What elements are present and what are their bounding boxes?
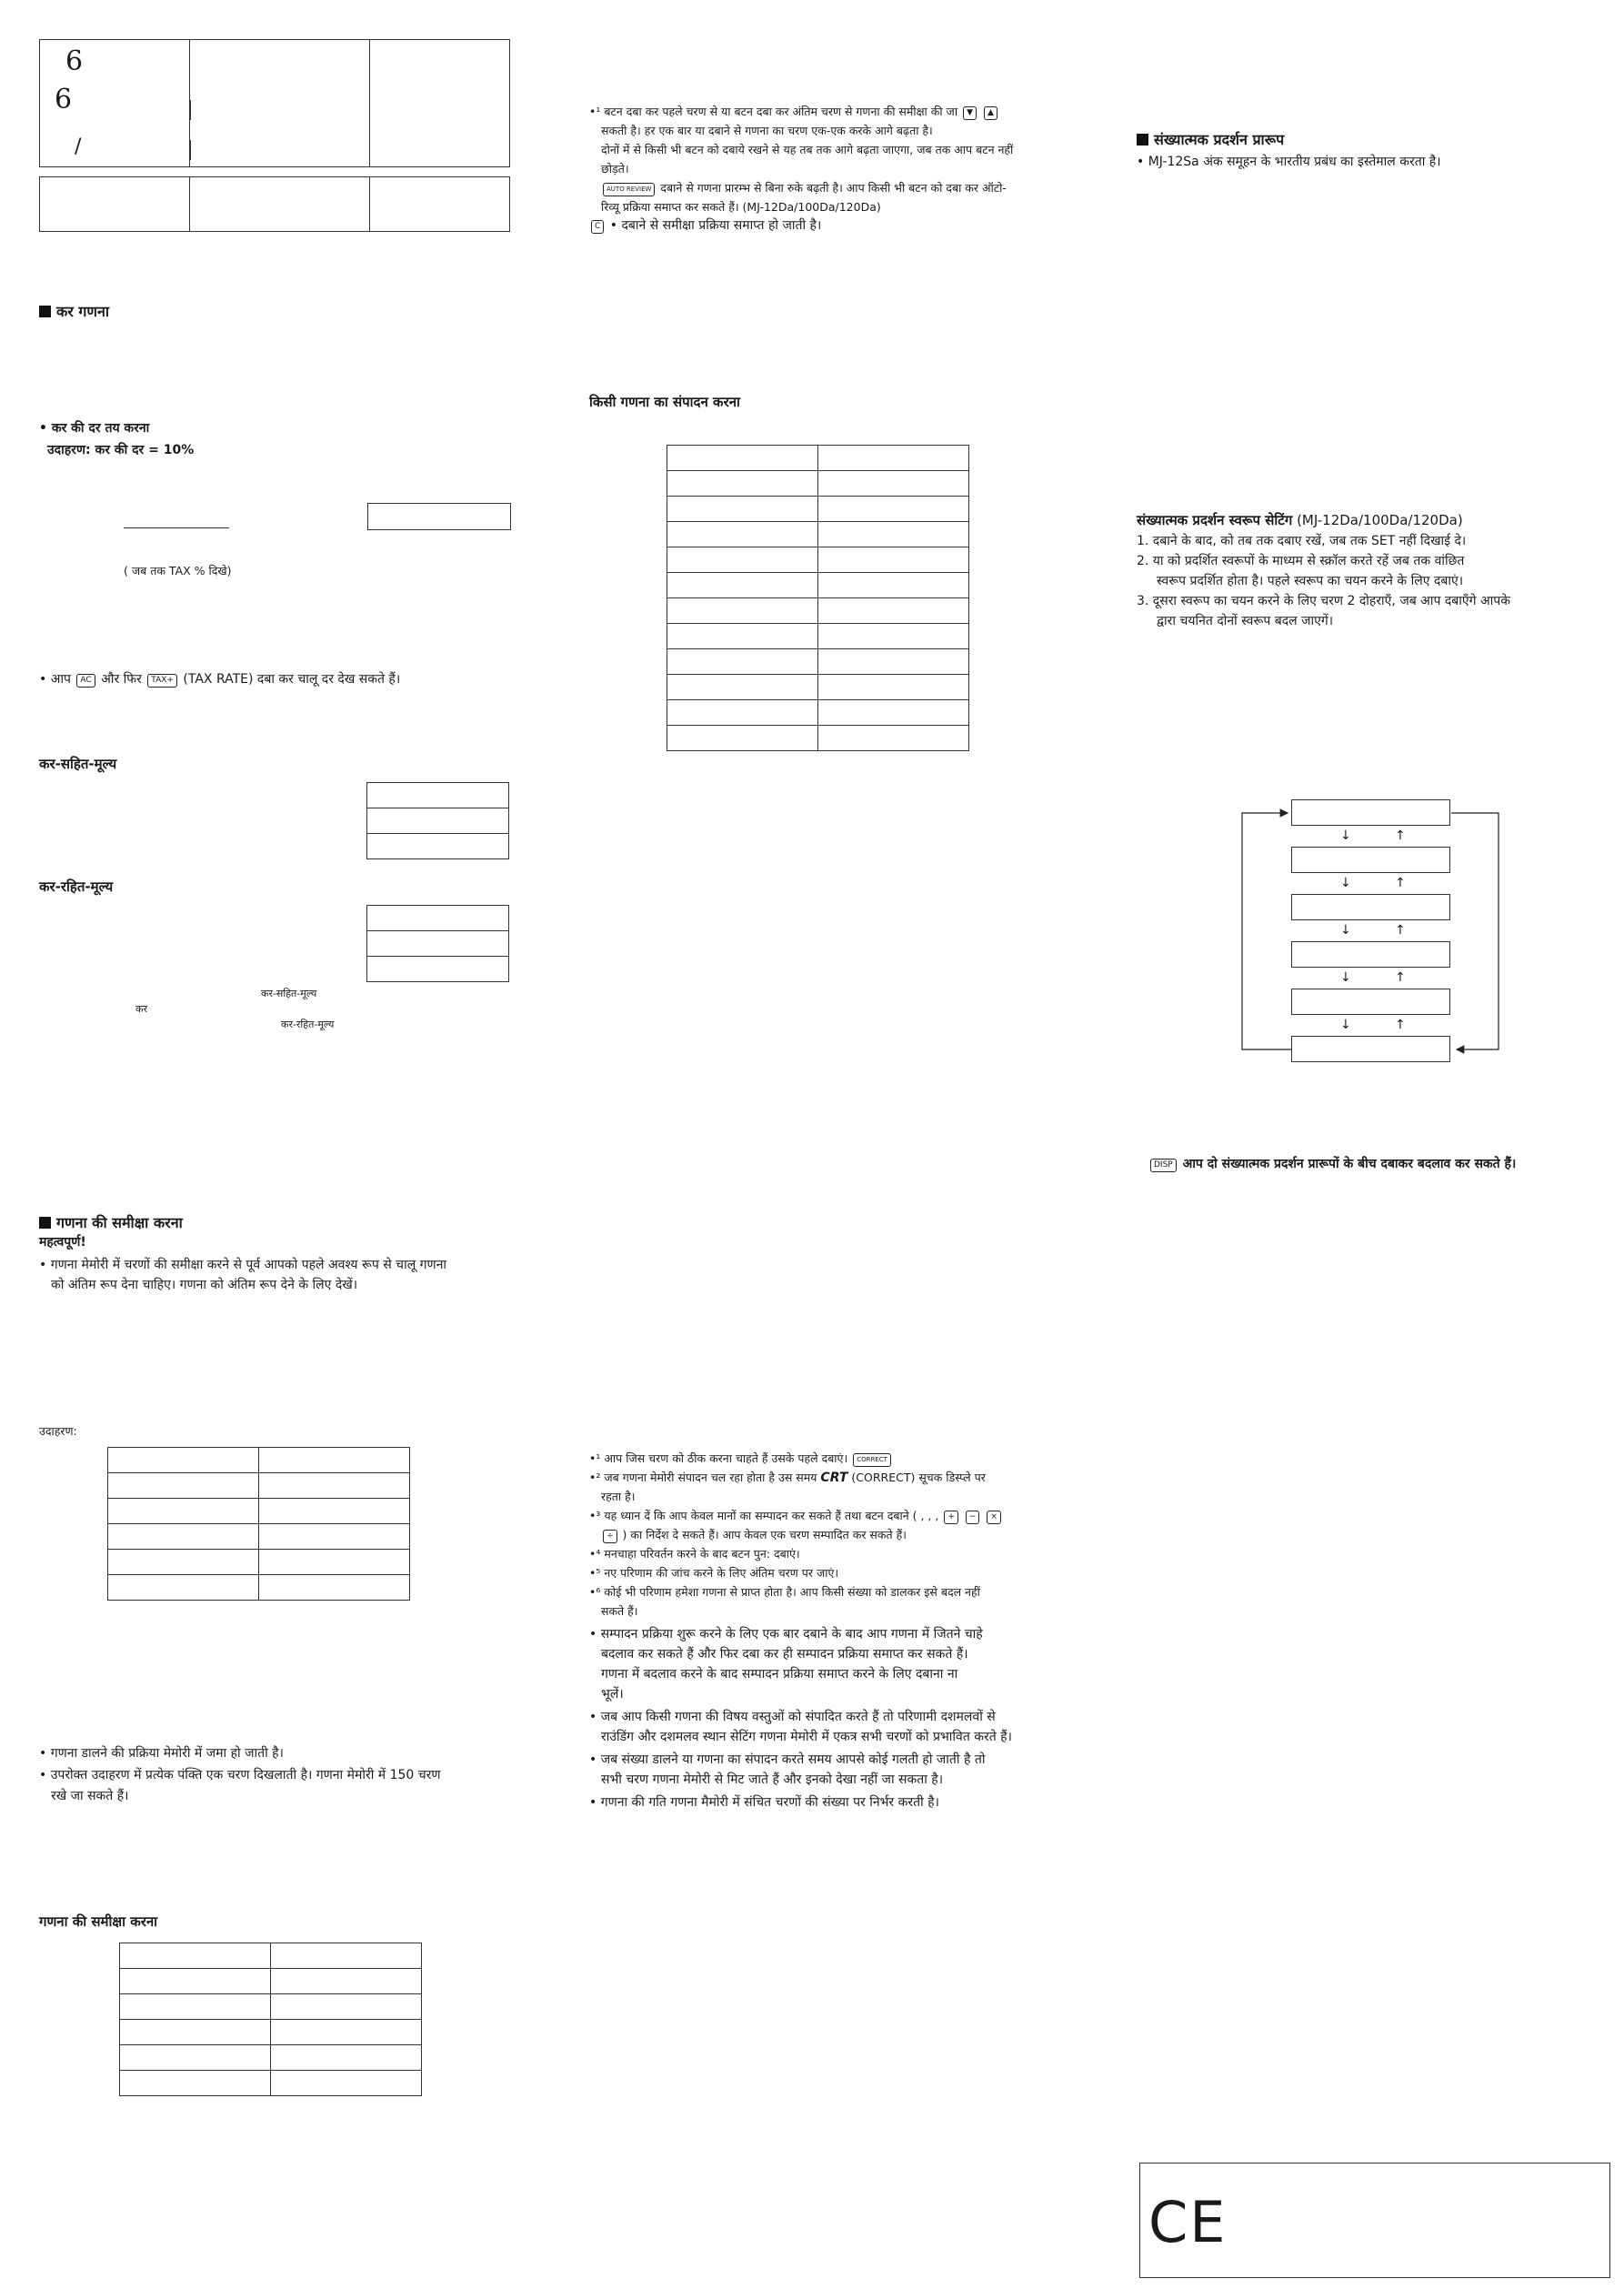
up-arrow-icon: ↑ — [1395, 828, 1406, 843]
price-without-tax-display — [366, 905, 509, 982]
edit-bullet: बदलाव कर सकते हैं और फिर दबा कर ही सम्पादन प्रक्रिया समाप्त कर सकते हैं। — [601, 1647, 968, 1662]
square-bullet-icon — [39, 1217, 51, 1229]
edit-footnote: सकते हैं। — [601, 1604, 638, 1618]
auto-review-key-icon: AUTO REVIEW — [603, 183, 655, 196]
edit-footnote: रहता है। — [601, 1490, 636, 1503]
square-bullet-icon — [1137, 134, 1148, 146]
display-segment — [189, 100, 191, 120]
setting-step-3: द्वारा चयनित दोनों स्वरूप बदल जाएगें। — [1157, 614, 1334, 628]
setting-heading: संख्यात्मक प्रदर्शन स्वरूप सेटिंग (MJ-12Da/100Da/120Da) — [1137, 512, 1463, 528]
price-with-tax-heading: कर-सहित-मूल्य — [39, 756, 117, 772]
memory-note: रखे जा सकते हैं। — [51, 1789, 129, 1803]
setting-step-3: 3. दूसरा स्वरूप का चयन करने के लिए चरण 2 दोहराएँ, जब आप दबाएँगे आपके — [1137, 594, 1511, 608]
tax-heading: कर गणना — [39, 301, 109, 321]
edit-table — [667, 445, 969, 751]
footnote-1: सकती है। हर एक बार या दबाने से गणना का चरण एक-एक करके आगे बढ़ता है। — [601, 124, 933, 137]
format-text: • MJ-12Sa अंक समूहन के भारतीय प्रबंध का इस्तेमाल करता है। — [1137, 155, 1441, 169]
plus-key-icon: + — [944, 1511, 958, 1524]
edit-bullet: भूलें। — [601, 1687, 624, 1702]
display-segment — [189, 140, 191, 160]
display-frame — [39, 39, 510, 167]
display-divider — [189, 176, 190, 232]
footnote-1: छोड़ते। — [601, 162, 629, 176]
review-table — [119, 1943, 422, 2096]
times-key-icon: × — [987, 1511, 1001, 1524]
cycle-connector — [1235, 800, 1508, 1064]
up-arrow-icon: ↑ — [1395, 876, 1406, 890]
edit-footnote: ÷ ) का निर्देश दे सकते हैं। आप केवल एक चरण सम्पादित कर सकते हैं। — [601, 1526, 907, 1543]
important-text: • गणना मेमोरी में चरणों की समीक्षा करने से पूर्व आपको पहले अवश्य रूप से चालू गणना — [39, 1258, 447, 1272]
edit-bullet: • जब आप किसी गणना की विषय वस्तुओं को संपादित करते हैं तो परिणामी दशमलवों से — [589, 1710, 996, 1724]
tax-rate-label: • कर की दर तय करना — [39, 421, 150, 436]
disp-key-icon: DISP — [1150, 1159, 1177, 1172]
setting-step-2: 2. या को प्रदर्शित स्वरूपों के माध्यम से स्क्रॉल करते रहें जब तक वांछित — [1137, 554, 1465, 568]
important-text: को अंतिम रूप देना चाहिए। गणना को अंतिम रूप देने के लिए देखें। — [51, 1278, 358, 1292]
correct-key-icon: CORRECT — [853, 1453, 891, 1467]
diagram-label-without-tax: कर-रहित-मूल्य — [281, 1019, 335, 1030]
minus-key-icon: − — [966, 1511, 980, 1524]
example-label: उदाहरण: — [39, 1424, 77, 1438]
format-heading: संख्यात्मक प्रदर्शन प्रारूप — [1137, 129, 1284, 149]
edit-bullet: सभी चरण गणना मेमोरी से मिट जाते हैं और इनको देखा नहीं जा सकता है। — [601, 1772, 944, 1787]
up-arrow-key-icon: ▲ — [984, 106, 997, 120]
edit-bullet: • सम्पादन प्रक्रिया शुरू करने के लिए एक बार दबाने के बाद आप गणना में जितने चाहे — [589, 1627, 983, 1641]
footnote-1-end: C • दबाने से समीक्षा प्रक्रिया समाप्त हो जाती है। — [589, 216, 821, 236]
review-heading: गणना की समीक्षा करना — [39, 1212, 183, 1232]
up-arrow-icon: ↑ — [1395, 923, 1406, 938]
edit-heading: किसी गणना का संपादन करना — [589, 394, 740, 410]
important-label: महत्वपूर्ण! — [39, 1235, 86, 1250]
down-arrow-icon: ↓ — [1340, 1018, 1351, 1032]
edit-footnote: •¹ आप जिस चरण को ठीक करना चाहते हैं उसके पहले दबाएं। CORRECT — [589, 1450, 893, 1467]
edit-footnote: •⁶ कोई भी परिणाम हमेशा गणना से प्राप्त होता है। आप किसी संख्या को डालकर इसे बदल नहीं — [589, 1585, 980, 1599]
edit-bullet: राउंडिंग और दशमलव स्थान सेटिंग गणना मेमोरी में एकत्र सभी चरणों को प्रभावित करते हैं। — [601, 1730, 1012, 1744]
price-without-tax-heading: कर-रहित-मूल्य — [39, 878, 114, 895]
down-arrow-icon: ↓ — [1340, 876, 1351, 890]
square-bullet-icon — [39, 306, 51, 317]
footnote-1: रिव्यू प्रक्रिया समाप्त कर सकते हैं। (MJ-12Da/100Da/120Da) — [601, 200, 881, 214]
view-rate-note: • आप AC और फिर TAX+ (TAX RATE) दबा कर चालू दर देख सकते हैं। — [39, 672, 401, 687]
edit-bullet: गणना में बदलाव करने के बाद सम्पादन प्रक्रिया समाप्त करने के लिए दबाना ना — [601, 1667, 958, 1682]
display-digit: / — [75, 136, 82, 158]
up-arrow-icon: ↑ — [1395, 970, 1406, 985]
up-arrow-icon: ↑ — [1395, 1018, 1406, 1032]
c-key-icon: C — [591, 220, 604, 234]
until-tax-note: ( जब तक TAX % दिखे) — [124, 564, 232, 577]
diagram-label-with-tax: कर-सहित-मूल्य — [261, 988, 317, 999]
display-divider — [369, 176, 370, 232]
footnote-1: AUTO REVIEW दबाने से गणना प्रारम्भ से बिना रुके बढ़ती है। आप किसी भी बटन को दबा कर ऑटो- — [601, 179, 1007, 196]
ce-mark-logo: CE — [1148, 2189, 1228, 2255]
divide-key-icon: ÷ — [603, 1530, 617, 1543]
footnote-1: •¹ बटन दबा कर पहले चरण से या बटन दबा कर अंतिम चरण से गणना की समीक्षा की जा ▼ ▲ — [589, 103, 999, 120]
switch-format-text: DISP आप दो संख्यात्मक प्रदर्शन प्रारूपों के बीच दबाकर बदलाव कर सकते हैं। — [1148, 1155, 1516, 1174]
input-line — [124, 527, 229, 528]
edit-bullet: • गणना की गति गणना मैमोरी में संचित चरणों की संख्या पर निर्भर करती है। — [589, 1795, 939, 1810]
setting-step-1: 1. दबाने के बाद, को तब तक दबाए रखें, जब तक SET नहीं दिखाई दे। — [1137, 534, 1467, 548]
edit-footnote: •⁴ मनचाहा परिवर्तन करने के बाद बटन पुन: दबाएं। — [589, 1547, 800, 1561]
display-digit: 6 — [55, 84, 73, 115]
down-arrow-icon: ↓ — [1340, 828, 1351, 843]
edit-footnote: •³ यह ध्यान दें कि आप केवल मानों का सम्पादन कर सकते हैं तथा बटन दबाने ( , , , + − × — [589, 1507, 1003, 1524]
memory-note: • उपरोक्त उदाहरण में प्रत्येक पंक्ति एक चरण दिखलाती है। गणना मेमोरी में 150 चरण — [39, 1768, 441, 1782]
edit-footnote: •² जब गणना मेमोरी संपादन चल रहा होता है उस समय CRT (CORRECT) सूचक डिस्प्ले पर — [589, 1471, 986, 1485]
footnote-1: दोनों में से किसी भी बटन को दबाये रखने से यह तब तक आगे बढ़ता जाएगा, जब तक आप बटन नहीं — [601, 143, 1014, 156]
edit-bullet: • जब संख्या डालने या गणना का संपादन करते समय आपसे कोई गलती हो जाती है तो — [589, 1752, 986, 1767]
example-table — [107, 1447, 410, 1601]
down-arrow-icon: ↓ — [1340, 970, 1351, 985]
review-subheading: गणना की समीक्षा करना — [39, 1913, 158, 1930]
diagram-label-tax: कर — [135, 1003, 147, 1015]
display-box — [367, 503, 511, 530]
setting-step-2: स्वरूप प्रदर्शित होता है। पहले स्वरूप का चयन करने के लिए दबाएं। — [1157, 574, 1464, 588]
tax-rate-example: उदाहरण: कर की दर = 10% — [47, 443, 195, 457]
edit-footnote: •⁵ नए परिणाम की जांच करने के लिए अंतिम चरण पर जाएं। — [589, 1566, 839, 1580]
display-digit: 6 — [65, 45, 84, 77]
down-arrow-key-icon: ▼ — [963, 106, 977, 120]
display-divider — [369, 39, 370, 167]
memory-note: • गणना डालने की प्रक्रिया मेमोरी में जमा हो जाती है। — [39, 1746, 284, 1761]
price-with-tax-display — [366, 782, 509, 859]
display-lower-frame — [39, 176, 510, 232]
down-arrow-icon: ↓ — [1340, 923, 1351, 938]
ac-key-icon: AC — [76, 674, 95, 688]
tax-plus-key-icon: TAX+ — [147, 674, 177, 688]
